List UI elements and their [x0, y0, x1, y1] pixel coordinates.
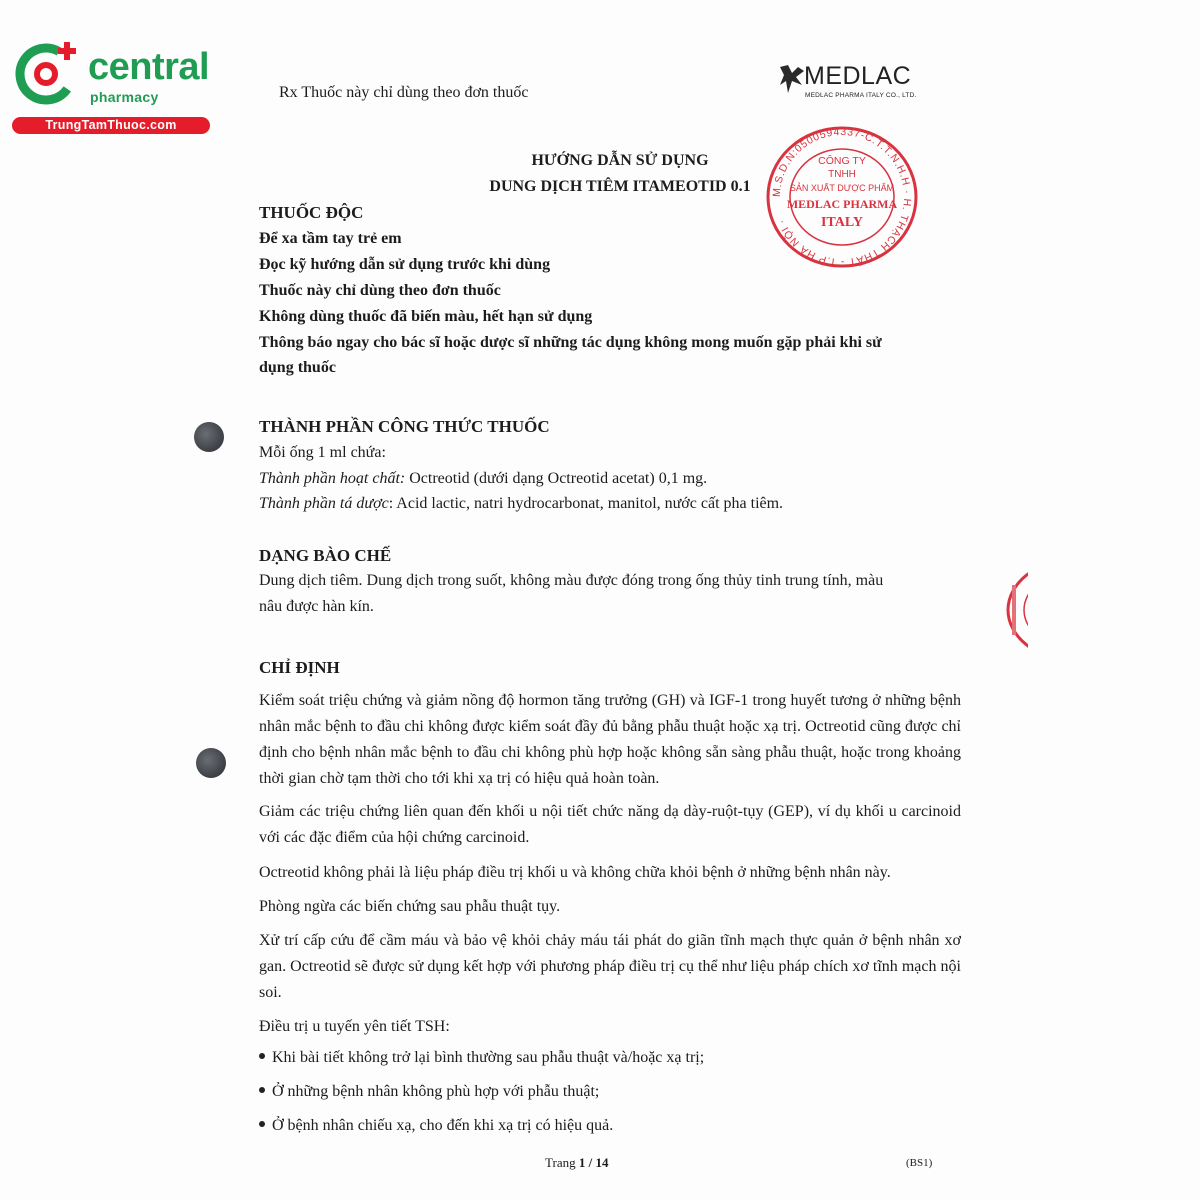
- logo-brand-text: central: [88, 46, 210, 88]
- company-sub-text: MEDLAC PHARMA ITALY CO., LTD.: [805, 92, 917, 99]
- indication-paragraph: Octreotid không phải là liệu pháp điều trị khối u và không chữa khỏi bệnh ở những bệnh nhân này.: [259, 864, 891, 881]
- punch-hole: [196, 748, 226, 778]
- stamp-line-3: SẢN XUẤT DƯỢC PHẨM: [789, 183, 895, 193]
- indication-paragraph: Phòng ngừa các biến chứng sau phẫu thuật tụy.: [259, 898, 561, 915]
- bullet-dot-icon: [259, 1053, 265, 1059]
- indication-paragraph: Kiểm soát triệu chứng và giảm nồng độ hormon tăng trưởng (GH) và IGF-1 trong huyết tương ở những bệnh nhân mắc bệnh to đầu chi không được kiểm soát đầy đủ bằng phẫu thuật hoặc xạ trị. Octreotid cũng được chỉ định cho bệnh nhân mắc bệnh to đầu chi không phù hợp hoặc không sẵn sàng phẫu thuật, hoặc trong khoảng thời gian chờ tạm thời cho tới khi xạ trị có hiệu quả hoàn toàn.: [259, 692, 961, 787]
- document-code: (BS1): [906, 1157, 933, 1169]
- page-number: [545, 1155, 608, 1171]
- composition-excipient: [259, 495, 959, 513]
- bullet-item: [259, 1117, 613, 1135]
- excipient-value: : Acid lactic, natri hydrocarbonat, manitol, nước cất pha tiêm.: [388, 495, 784, 512]
- dosage-form-line-2: nâu được hàn kín.: [259, 598, 374, 615]
- edge-seal-stamp: [1006, 555, 1028, 665]
- stamp-line-1: CÔNG TY: [818, 155, 866, 167]
- active-label: Thành phần hoạt chất:: [259, 470, 406, 487]
- composition-intro: Mỗi ống 1 ml chứa:: [259, 444, 386, 461]
- warning-item: Thông báo ngay cho bác sĩ hoặc dược sĩ những tác dụng không mong muốn gặp phải khi sử: [259, 334, 882, 351]
- indication-paragraph: Điều trị u tuyến yên tiết TSH:: [259, 1018, 450, 1035]
- logo-site-banner: TrungTamThuoc.com: [12, 117, 210, 134]
- logo-sub-text: pharmacy: [90, 89, 159, 105]
- composition-heading: THÀNH PHẦN CÔNG THỨC THUỐC: [259, 417, 550, 436]
- indication-paragraph: Giảm các triệu chứng liên quan đến khối u nội tiết chức năng dạ dày-ruột-tụy (GEP), ví dụ khối u carcinoid với các đặc điểm của hội chứng carcinoid.: [259, 803, 961, 846]
- company-seal-stamp: [764, 124, 920, 270]
- excipient-label: Thành phần tá dược: [259, 495, 389, 512]
- dosage-form-line-1: Dung dịch tiêm. Dung dịch trong suốt, không màu được đóng trong ống thủy tinh trung tính, màu: [259, 572, 884, 589]
- stamp-line-5: ITALY: [820, 215, 864, 230]
- indication-paragraph: Xử trí cấp cứu để cầm máu và bảo vệ khỏi chảy máu tái phát do giãn tĩnh mạch thực quản ở bệnh nhân xơ gan. Octreotid sẽ được sử dụng kết hợp với phương pháp điều trị cụ thể như liệu pháp chích xơ tĩnh mạch nội soi.: [259, 932, 961, 1001]
- medlac-mark-icon: [778, 63, 806, 95]
- warning-item: Không dùng thuốc đã biến màu, hết hạn sử dụng: [259, 308, 593, 325]
- page-label: Trang: [545, 1155, 579, 1170]
- bullet-item: [259, 1049, 704, 1067]
- bullet-text: Khi bài tiết không trở lại bình thường sau phẫu thuật và/hoặc xạ trị;: [272, 1049, 705, 1066]
- doc-title-line-1: HƯỚNG DẪN SỬ DỤNG: [531, 152, 709, 169]
- company-logo-text: MEDLAC: [804, 62, 912, 90]
- composition-active: [259, 470, 959, 488]
- dosage-form-heading: DẠNG BÀO CHẾ: [259, 546, 392, 565]
- bullet-text: Ở bệnh nhân chiếu xạ, cho đến khi xạ trị có hiệu quả.: [272, 1117, 614, 1134]
- indications-heading: CHỈ ĐỊNH: [259, 658, 340, 677]
- rx-note: Rx Thuốc này chỉ dùng theo đơn thuốc: [279, 84, 529, 101]
- bullet-dot-icon: [259, 1087, 265, 1093]
- doc-title-line-2: DUNG DỊCH TIÊM ITAMEOTID 0.1: [489, 178, 751, 195]
- warning-item: Để xa tầm tay trẻ em: [259, 230, 402, 247]
- stamp-line-4: MEDLAC PHARMA: [786, 197, 898, 211]
- punch-hole: [194, 422, 224, 452]
- stamp-ring-text: M.S.D.N:0500594337-C.T.T.N.H.H · H. THẠCH THẤT - T.P HÀ NỘI ·: [770, 125, 914, 269]
- active-value: Octreotid (dưới dạng Octreotid acetat) 0,1 mg.: [405, 470, 708, 487]
- stamp-line-2: TNHH: [828, 169, 856, 180]
- central-pharmacy-logo: [8, 36, 98, 116]
- page-value: 1 / 14: [578, 1155, 609, 1170]
- warning-heading: THUỐC ĐỘC: [259, 203, 364, 222]
- warning-item: Thuốc này chỉ dùng theo đơn thuốc: [259, 282, 501, 299]
- bullet-item: [259, 1083, 599, 1101]
- warning-item: dụng thuốc: [259, 359, 336, 376]
- bullet-text: Ở những bệnh nhân không phù hợp với phẫu thuật;: [272, 1083, 600, 1100]
- warning-item: Đọc kỹ hướng dẫn sử dụng trước khi dùng: [259, 256, 551, 273]
- bullet-dot-icon: [259, 1121, 265, 1127]
